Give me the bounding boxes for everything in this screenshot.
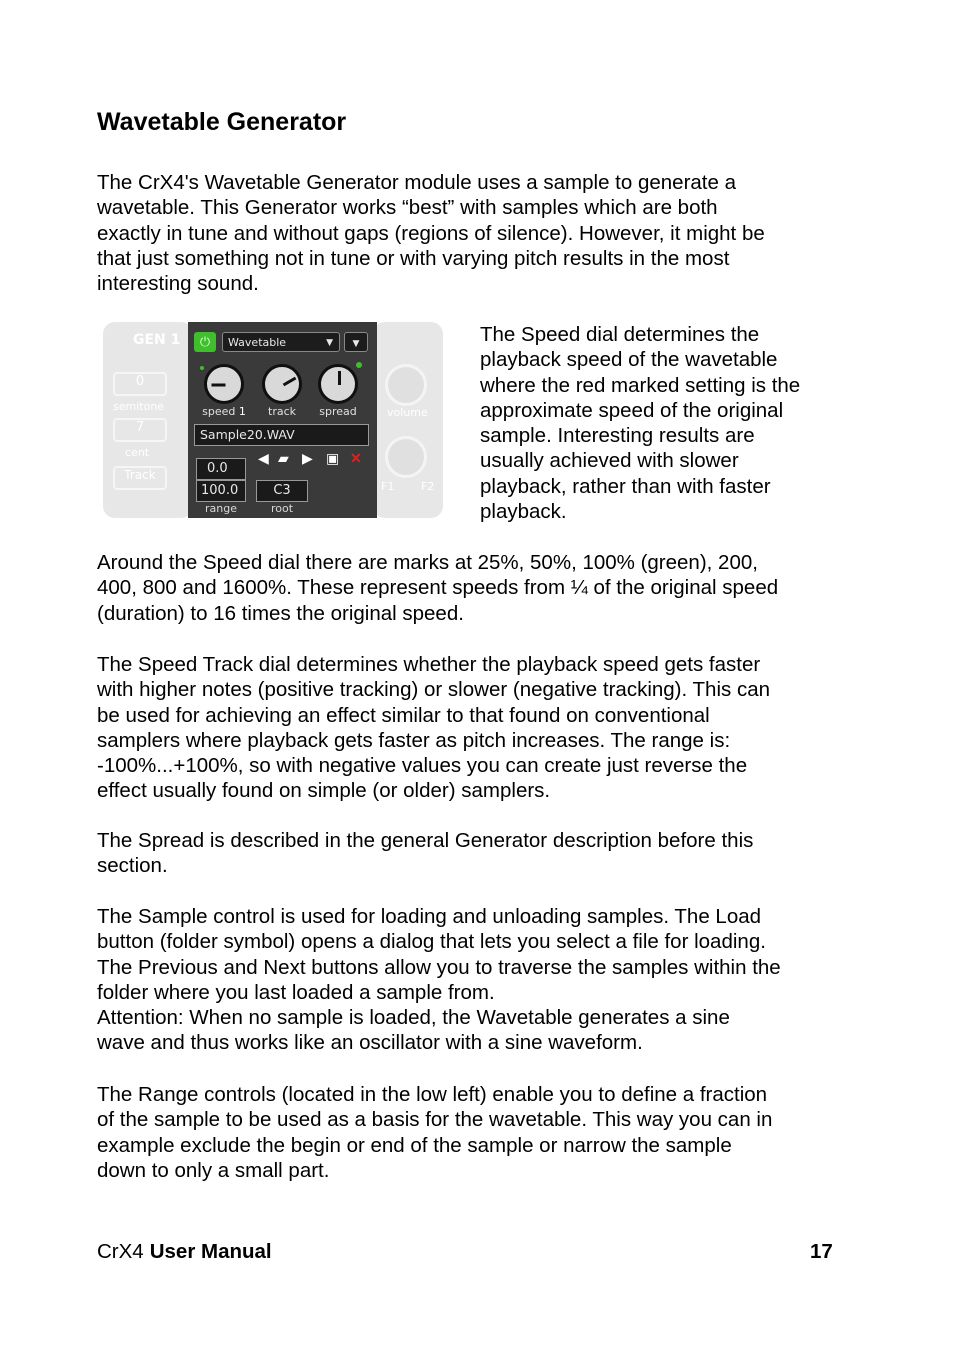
volume-label: volume <box>387 406 428 419</box>
power-icon: ⏻ <box>194 332 216 352</box>
speed-label: speed 1 <box>202 405 246 418</box>
ghost-right-panel <box>373 322 443 518</box>
track-knob <box>262 364 302 404</box>
spread-paragraph: The Spread is described in the general Generator description before this section. <box>97 829 754 878</box>
generator-type-select <box>222 332 340 352</box>
wavetable-generator-screenshot <box>103 322 443 518</box>
filter-knob <box>385 436 427 478</box>
footer-title <box>97 1240 272 1264</box>
spread-knob <box>318 364 358 404</box>
range-label: range <box>205 502 237 515</box>
footer-manual: User Manual <box>149 1240 272 1263</box>
range-end-field: 100.0 <box>196 480 246 502</box>
f2-label: F2 <box>421 480 435 493</box>
previous-icon: ◀ <box>258 450 269 466</box>
speed-green-mark <box>200 366 204 370</box>
unload-icon: ✕ <box>350 450 362 466</box>
speed-track-paragraph: The Speed Track dial determines whether the playback speed gets faster with higher notes (positive tracking) or slower (negative tracking). This can be used for achieving an effect similar to that found on conventional samplers where playback gets faster as pitch increases. The range is: -100%...+100%, so with negative values you can create just reverse the effect usually found on simple (or older) samplers. <box>97 653 770 803</box>
chevron-down-icon: ▼ <box>326 338 333 348</box>
folder-icon: ▰ <box>278 450 289 466</box>
range-controls-paragraph: The Range controls (located in the low left) enable you to define a fraction of the sample to be used as a basis for the wavetable. This way you can in example exclude the begin or end of the sample or narrow the sample down to only a small part. <box>97 1083 773 1182</box>
spread-label: spread <box>319 405 357 418</box>
ghost-left-panel <box>103 322 193 518</box>
root-label: root <box>270 502 294 515</box>
range-start-field: 0.0 <box>196 458 246 480</box>
generator-type-label: Wavetable <box>228 336 287 349</box>
spread-led <box>356 362 362 368</box>
sample-buttons <box>258 450 370 468</box>
footer-product: CrX4 <box>97 1240 144 1263</box>
generator-menu-button <box>344 332 368 352</box>
speed-paragraph: The Speed dial determines the playback speed of the wavetable where the red marked setting is the approximate speed of the original sample. Interesting results are usually achieved with slower playback, rather than with faster playback. <box>480 323 801 524</box>
f1-label: F1 <box>381 480 395 493</box>
volume-knob <box>385 364 427 406</box>
sample-name-field: Sample20.WAV <box>194 424 369 446</box>
semitone-value: 0 <box>113 372 167 396</box>
save-icon: ▣ <box>326 450 340 466</box>
next-icon: ▶ <box>302 450 313 466</box>
page-number: 17 <box>810 1240 833 1263</box>
speed-knob <box>204 364 244 404</box>
track-label: track <box>268 405 296 418</box>
root-field: C3 <box>256 480 308 502</box>
wavetable-panel <box>188 322 377 518</box>
speed-marks-paragraph: Around the Speed dial there are marks at 25%, 50%, 100% (green), 200, 400, 800 and 1600%. These represent speeds from ¼ of the original speed (duration) to 16 times the original speed. <box>97 551 779 625</box>
menu-chevron-icon: ▼ <box>352 339 360 349</box>
cent-value: 7 <box>113 418 167 442</box>
intro-paragraph: The CrX4's Wavetable Generator module uses a sample to generate a wavetable. This Generator works “best” with samples which are both exactly in tune and without gaps (regions of silence). However, it might be that just something not in tune or with varying pitch results in the most interesting sound. <box>97 171 765 296</box>
cent-label: cent <box>125 446 150 459</box>
semitone-label: semitone <box>113 400 165 413</box>
sample-control-paragraph: The Sample control is used for loading and unloading samples. The Load button (folder symbol) opens a dialog that lets you select a file for loading. The Previous and Next buttons allow you to traverse the samples within the folder where you last loaded a sample from. Attention: When no sample is loaded, the Wavetable generates a sine wave and thus works like an oscillator with a sine waveform. <box>97 905 781 1055</box>
gen-label: GEN 1 <box>133 332 181 348</box>
track-button: Track <box>113 466 167 490</box>
page-title: Wavetable Generator <box>97 108 347 136</box>
